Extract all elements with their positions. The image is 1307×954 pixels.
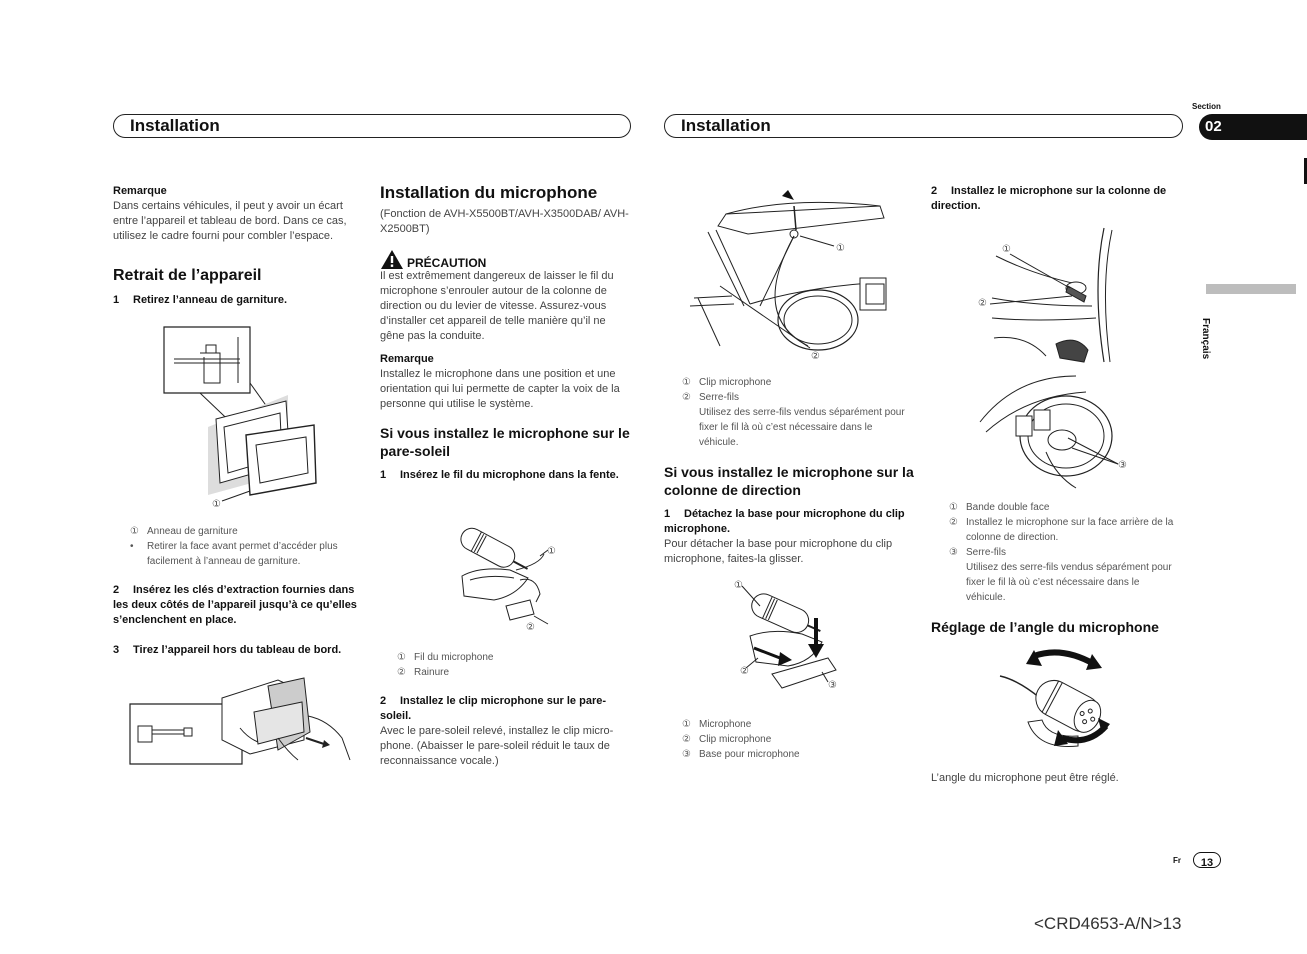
microphone-callout: ①: [734, 580, 743, 591]
col1: [113, 184, 365, 308]
col1-step3-text: Tirez l’appareil hors du tableau de bord.: [133, 644, 342, 656]
col2-caption1-number: ①: [397, 652, 406, 663]
right-section-header: [664, 114, 1183, 138]
col3-caption3-text: Microphone: [699, 719, 752, 730]
col3-caption4-text: Clip microphone: [699, 734, 772, 745]
col1-caption1: [130, 524, 362, 539]
col2-remark-text: Installez le microphone dans une position et une orientation qui lui permette de capter la voix de la personne qui utilise le système.: [380, 368, 620, 410]
col1-step1-number: 1: [113, 294, 120, 306]
col1-step2: [113, 583, 365, 628]
col1-captions: [130, 524, 362, 569]
footer-page-badge: [1193, 852, 1221, 868]
col4-step2-number: 2: [931, 185, 938, 197]
col2-step2-text: Installez le clip microphone sur le pare-soleil.: [380, 695, 607, 722]
mic-clip-callout: ②: [740, 666, 749, 677]
footer-page-number: 13: [1200, 857, 1214, 869]
col4-caption1: [949, 500, 1181, 515]
col4-heading: Réglage de l’angle du microphone: [931, 619, 1159, 635]
col2-subtitle: (Fonction de AVH-X5500BT/AVH-X3500DAB/ AVH-X2500BT): [380, 208, 629, 235]
col1-step3: [113, 643, 365, 658]
col3-caption3-number: ①: [682, 719, 691, 730]
language-tab-bar: [1206, 284, 1296, 294]
language-tab-label: Français: [1200, 318, 1211, 360]
right-section-title: Installation: [681, 116, 771, 135]
caution-heading: [380, 249, 632, 270]
col1-steps: [113, 583, 365, 658]
col3-caption3: [682, 717, 912, 732]
col1-step2-text: Insérez les clés d’extraction fournies dans les deux côtés de l’appareil jusqu’à ce qu’elles s’enclenchent en place.: [113, 584, 357, 626]
mount-position-callout: ②: [978, 298, 987, 309]
col3-caption5-number: ③: [682, 749, 691, 760]
steering-column-mount-illustration: [976, 226, 1141, 488]
col4-caption2-text: Installez le microphone sur la face arrière de la colonne de direction.: [966, 517, 1174, 543]
col2-step1-number: 1: [380, 469, 387, 481]
col2-step2-detail: Avec le pare-soleil relevé, installez le clip micro-phone. (Abaisser le pare-soleil réduit le taux de reconnaissance vocale.): [380, 725, 614, 767]
col2-step1-text: Insérez le fil du microphone dans la fente.: [400, 469, 619, 481]
col4-caption2: [949, 515, 1181, 545]
mic-wire-slot-illustration: [450, 520, 565, 635]
col3-step1-text: Détachez la base pour microphone du clip microphone.: [664, 508, 905, 535]
trim-ring-callout: ①: [212, 499, 221, 510]
double-tape-callout: ①: [1002, 244, 1011, 255]
col3-caption4: [682, 732, 912, 747]
col3-step1-detail: Pour détacher la base pour microphone du clip microphone, faites-la glisser.: [664, 538, 893, 565]
col2-step2-number: 2: [380, 695, 387, 707]
col4-caption3-detail: Utilisez des serre-fils vendus séparément pour fixer le fil là où c’est nécessaire dans le véhicule.: [966, 562, 1172, 603]
unit-removal-illustration: [128, 668, 358, 768]
col2-remark-title: Remarque: [380, 353, 434, 365]
sun-visor-clip-illustration: [690, 186, 890, 364]
col4-caption2-number: ②: [949, 517, 958, 528]
cable-tie-callout: ②: [811, 351, 820, 362]
col3-caption2: [682, 390, 912, 405]
col4-caption1-text: Bande double face: [966, 502, 1050, 513]
col4-caption3: [949, 545, 1181, 560]
col2-step2-block: [380, 694, 632, 769]
col4-angle-text: L’angle du microphone peut être réglé.: [931, 772, 1119, 784]
col4-caption1-number: ①: [949, 502, 958, 513]
col2: [380, 184, 632, 483]
mic-base-callout: ③: [828, 680, 837, 691]
col2-captions: [397, 650, 629, 680]
col4-step2-block: [931, 184, 1183, 214]
col3-caption4-number: ②: [682, 734, 691, 745]
col1-remark-text: Dans certains véhicules, il peut y avoir un écart entre l’appareil et tableau de bord. Dans ce cas, utilisez le cadre fourni pour combler l’espace.: [113, 200, 347, 242]
col4-cable-tie-callout: ③: [1118, 460, 1127, 471]
footer-lang-code: Fr: [1173, 856, 1181, 865]
trim-ring-illustration: [160, 323, 330, 513]
warning-icon: [380, 249, 404, 270]
col2-step2: [380, 694, 632, 724]
col4-angle-heading-block: [931, 618, 1187, 636]
col1-step2-number: 2: [113, 584, 120, 596]
col2-caption1-text: Fil du microphone: [414, 652, 494, 663]
col2-step1: [380, 468, 632, 483]
col2-heading: Installation du microphone: [380, 183, 598, 202]
left-section-title: Installation: [130, 116, 220, 135]
section-number-badge: [1199, 114, 1307, 140]
caution-text: Il est extrêmement dangereux de laisser le fil du microphone s’enrouler autour de la colonne de direction ou du levier de vitesse. Assurez-vous d’installer cet appareil de telle manière qu’il ne gêne pas la conduite.: [380, 270, 614, 342]
col4-caption3-number: ③: [949, 547, 958, 558]
col2-caption2-text: Rainure: [414, 667, 450, 678]
col3-caption1-text: Clip microphone: [699, 377, 772, 388]
col4-step2: [931, 184, 1183, 214]
col4-captions: [949, 500, 1181, 605]
col3-caption5-text: Base pour microphone: [699, 749, 800, 760]
col4-caption3-text: Serre-fils: [966, 547, 1007, 558]
section-label: Section: [1192, 102, 1221, 111]
col3-caption2-number: ②: [682, 392, 691, 403]
col1-step1: [113, 293, 365, 308]
col3-sub-heading: Si vous installez le microphone sur la colonne de direction: [664, 464, 914, 498]
footer-doc-code: <CRD4653-A/N>13: [1034, 914, 1182, 933]
col1-step1-text: Retirez l’anneau de garniture.: [133, 294, 288, 306]
col1-caption-bullet: [130, 539, 362, 569]
col1-caption1-text: Anneau de garniture: [147, 526, 238, 537]
detach-mic-base-illustration: [732, 578, 847, 696]
col3-step1-number: 1: [664, 508, 671, 520]
col3-caption2-text: Serre-fils: [699, 392, 740, 403]
caution-title: PRÉCAUTION: [407, 255, 487, 270]
groove-callout: ②: [526, 622, 535, 633]
col4-step2-text: Installez le microphone sur la colonne de direction.: [931, 185, 1167, 212]
col3-caption1: [682, 375, 912, 390]
col1-heading: Retrait de l’appareil: [113, 267, 262, 284]
col3-step1: [664, 507, 914, 537]
col3-caption1-number: ①: [682, 377, 691, 388]
col2-caption2-number: ②: [397, 667, 406, 678]
col3-captions-top: [682, 375, 912, 450]
col1-caption-bullet-text: Retirer la face avant permet d’accéder plus facilement à l’anneau de garniture.: [147, 541, 338, 567]
col2-caption1: [397, 650, 629, 665]
col3-captions-bottom: [682, 717, 912, 762]
col3-caption5: [682, 747, 912, 762]
col1-step3-number: 3: [113, 644, 120, 656]
mic-wire-callout: ①: [547, 546, 556, 557]
col2-sub-heading: Si vous installez le microphone sur le pare-soleil: [380, 425, 630, 459]
left-section-header: [113, 114, 631, 138]
mic-angle-illustration: [998, 650, 1113, 760]
visor-clip-callout: ①: [836, 243, 845, 254]
col1-remark-title: Remarque: [113, 185, 167, 197]
col2-caption2: [397, 665, 629, 680]
section-number: 02: [1205, 118, 1222, 135]
caution-block: [380, 249, 632, 344]
col3-caption2-detail: Utilisez des serre-fils vendus séparément pour fixer le fil là où c’est nécessaire dans le véhicule.: [699, 407, 905, 448]
col1-caption1-number: ①: [130, 526, 139, 537]
col1-caption-bullet-mark: •: [130, 541, 134, 552]
col3-steering-section: [664, 463, 914, 567]
